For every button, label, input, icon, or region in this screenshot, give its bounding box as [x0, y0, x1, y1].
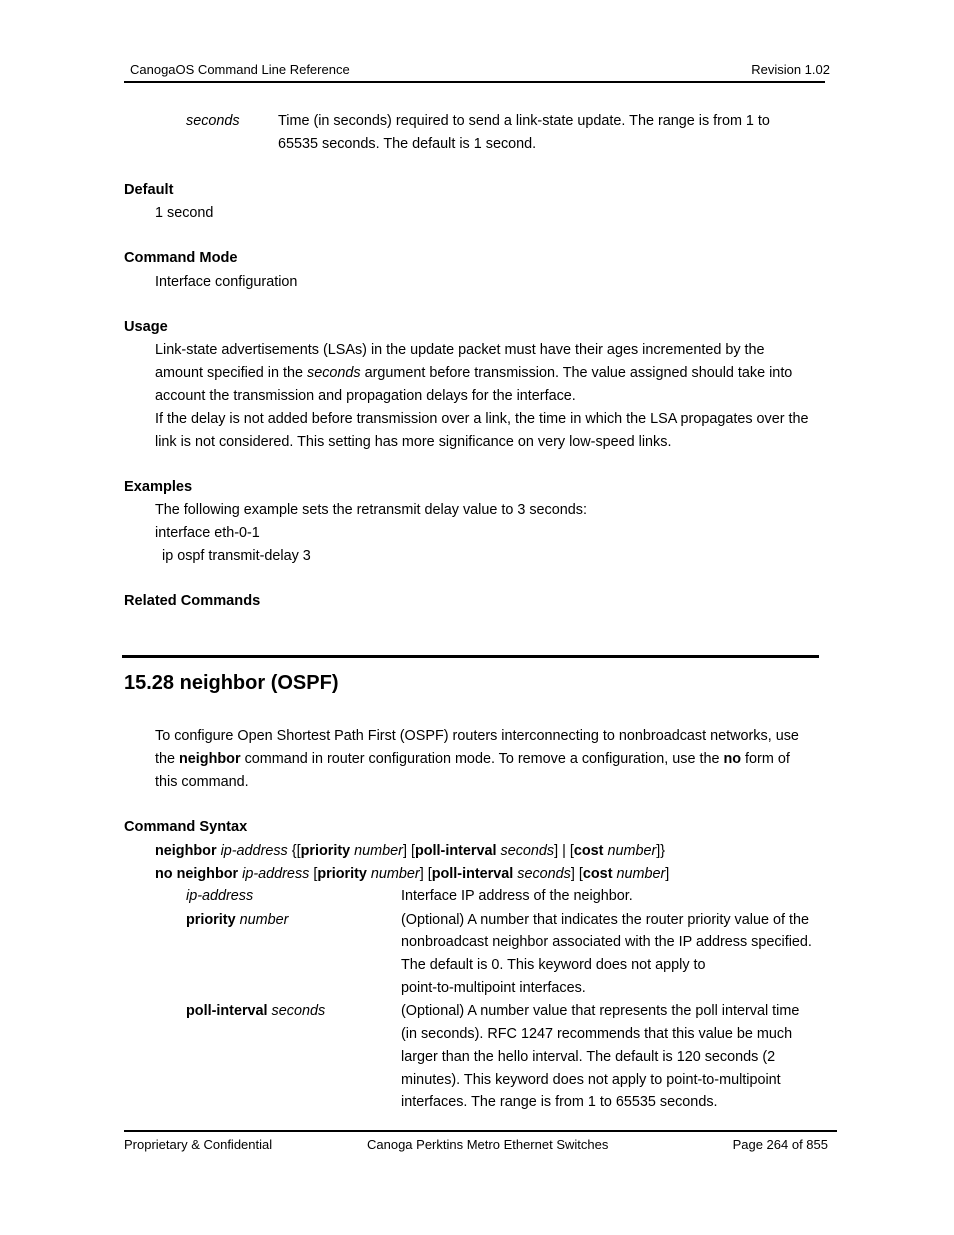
param-desc-line: (Optional) A number that indicates the router priority value of the: [401, 912, 809, 928]
syntax-token: ] [: [419, 866, 432, 882]
syntax-line-1: [155, 843, 665, 859]
param-seconds-name: seconds: [186, 113, 240, 129]
footer-left: Proprietary & Confidential: [124, 1137, 273, 1152]
usage-line-2: amount specified in the seconds argument before transmission. The value assigned should take into: [155, 365, 793, 381]
syntax-token: ip-address: [242, 866, 310, 882]
syntax-token: ] [: [570, 866, 583, 882]
param-desc-line: (Optional) A number value that represents the poll interval time: [401, 1003, 800, 1019]
examples-heading: Examples: [124, 479, 193, 495]
syntax-token: ] [: [402, 843, 415, 859]
syntax-token: poll-interval: [431, 866, 514, 882]
usage-line-5: link is not considered. This setting has more significance on very low-speed links.: [155, 434, 672, 450]
header-revision: Revision 1.02: [751, 62, 830, 77]
syntax-token: number: [616, 866, 666, 882]
section-rule: [122, 655, 819, 658]
section-title: 15.28 neighbor (OSPF): [124, 672, 339, 694]
param-desc-line: minutes). This keyword does not apply to point-to-multipoint: [401, 1072, 781, 1088]
syntax-token: poll-interval: [414, 843, 497, 859]
syntax-token: no neighbor: [155, 866, 239, 882]
param-name: poll-interval seconds: [186, 1003, 326, 1019]
examples-line-1: The following example sets the retransmit delay value to 3 seconds:: [155, 502, 587, 518]
footer-page-number: Page 264 of 855: [732, 1137, 828, 1152]
examples-code-2: ip ospf transmit-delay 3: [162, 548, 311, 564]
param-desc-line: nonbroadcast neighbor associated with the IP address specified.: [401, 934, 812, 950]
param-name: ip-address: [186, 888, 254, 904]
syntax-token: ] | [: [554, 843, 574, 859]
syntax-token: [: [309, 866, 318, 882]
command-mode-value: Interface configuration: [155, 274, 298, 290]
syntax-token: ]: [665, 866, 670, 882]
related-commands-heading: Related Commands: [124, 593, 261, 609]
usage-line-1: Link-state advertisements (LSAs) in the update packet must have their ages incremented by the: [155, 342, 765, 358]
param-desc-line: interfaces. The range is from 1 to 65535 seconds.: [401, 1094, 718, 1110]
syntax-token: seconds: [517, 866, 571, 882]
param-seconds-desc-2: 65535 seconds. The default is 1 second.: [278, 136, 537, 152]
param-desc-line: Interface IP address of the neighbor.: [401, 888, 633, 904]
footer-center: Canoga Perktins Metro Ethernet Switches: [367, 1137, 609, 1152]
syntax-line-2: [155, 866, 669, 882]
syntax-token: number: [370, 866, 420, 882]
usage-line-4: If the delay is not added before transmission over a link, the time in which the LSA propagates over the: [155, 411, 809, 427]
syntax-token: ip-address: [220, 843, 288, 859]
syntax-token: number: [607, 843, 657, 859]
examples-code-1: interface eth-0-1: [155, 525, 260, 541]
intro-line-3: this command.: [155, 774, 249, 790]
default-heading: Default: [124, 182, 174, 198]
param-seconds-desc-1: Time (in seconds) required to send a link-state update. The range is from 1 to: [278, 113, 770, 129]
syntax-token: priority: [317, 866, 367, 882]
syntax-token: neighbor: [155, 843, 217, 859]
footer-rule: [124, 1130, 837, 1132]
usage-line-3: account the transmission and propagation delays for the interface.: [155, 388, 576, 404]
command-mode-heading: Command Mode: [124, 250, 238, 266]
syntax-token: number: [354, 843, 403, 859]
header-title: CanogaOS Command Line Reference: [130, 62, 350, 77]
header-rule: [124, 81, 825, 83]
param-desc-line: (in seconds). RFC 1247 recommends that this value be much: [401, 1026, 793, 1042]
syntax-token: seconds: [500, 843, 555, 859]
param-desc-line: larger than the hello interval. The default is 120 seconds (2: [401, 1049, 776, 1065]
command-syntax-heading: Command Syntax: [124, 819, 248, 835]
default-value: 1 second: [155, 205, 214, 221]
syntax-token: priority: [300, 843, 351, 859]
syntax-token: {[: [287, 843, 301, 859]
param-name: priority number: [186, 912, 289, 928]
intro-line-2: the neighbor command in router configuration mode. To remove a configuration, use the no form of: [155, 751, 790, 767]
syntax-token: cost: [573, 843, 604, 859]
param-desc-line: The default is 0. This keyword does not apply to: [401, 957, 706, 973]
syntax-token: cost: [582, 866, 613, 882]
param-desc-line: point-to-multipoint interfaces.: [401, 980, 586, 996]
usage-heading: Usage: [124, 319, 168, 335]
intro-line-1: To configure Open Shortest Path First (OSPF) routers interconnecting to nonbroadcast networks, use: [155, 728, 799, 744]
syntax-token: ]}: [656, 843, 666, 859]
